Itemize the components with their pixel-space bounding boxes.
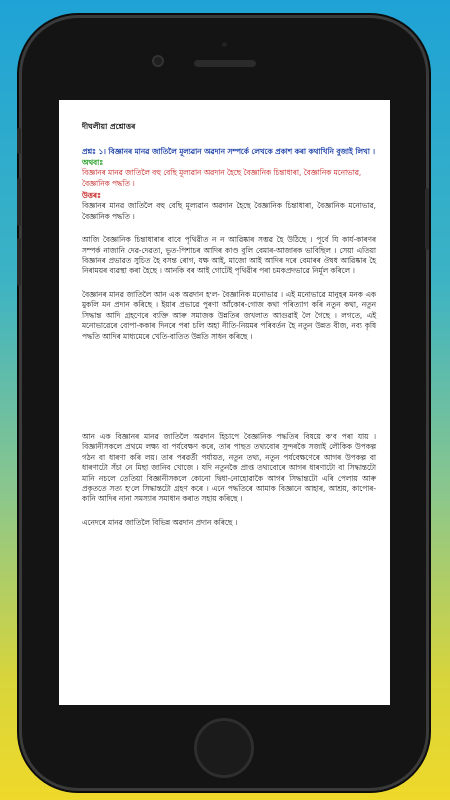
page-title: দীঘলীয়া প্ৰশ্নোত্তৰ [82, 122, 136, 131]
alternate-label: অথবাঃ [82, 157, 104, 167]
article-content [59, 100, 390, 528]
home-button[interactable] [194, 718, 254, 778]
earpiece-speaker [194, 60, 256, 67]
mute-switch [17, 128, 21, 154]
volume-up-button [17, 178, 21, 226]
alternate-question: বিজ্ঞানৰ মানৱ জাতিলৈ বহু বেছি মূল্যৱান অৱদান হৈছে বৈজ্ঞানিক চিন্তাধাৰা, বৈজ্ঞানিক মনোভাৱ, বৈজ্ঞানিক পদ্ধতি । [82, 168, 362, 188]
answer-label: উত্তৰঃ [82, 191, 101, 201]
front-sensor [222, 42, 227, 47]
phone-screen [59, 100, 390, 705]
power-button [425, 188, 429, 250]
question-text: প্ৰশ্নঃ ১। বিজ্ঞানৰ মানৱ জাতিলৈ মূল্যৱান অৱদান সম্পৰ্কে লেখকে প্ৰকাশ কৰা কথাখিনি বুজাই লিখা । [82, 147, 375, 157]
volume-down-button [17, 238, 21, 286]
answer-paragraph-5: এনেদৰে মানৱ জাতিলৈ বিভিন্ন অৱদান প্ৰদান কৰিছে । [82, 517, 238, 527]
answer-paragraph-1: বিজ্ঞানৰ মানৱ জাতিলৈ বহু বেছি মূল্যৱান অৱদান হৈছে বৈজ্ঞানিক চিন্তাধাৰা, বৈজ্ঞানিক মনোভাৱ, বৈজ্ঞানিক পদ্ধতি । [82, 201, 376, 221]
front-camera-icon [152, 55, 164, 67]
phone-frame [22, 18, 426, 788]
blank-space [82, 342, 376, 432]
answer-paragraph-3: বৈজ্ঞানৰ মানৱ জাতিলৈ আন এক অৱদান হ'ল- বৈজ্ঞানিক মনোভাৱ । এই মনোভাৱে মানুহৰ মনক এক মুকলি মন প্ৰদান কৰিছে । ইয়াৰ প্ৰভাৱে পুৰণা আঁকোৰ-গোজ কথা পৰিত্যাগ কৰি নতুন কথা, নতুন সিদ্ধান্ত আদি গ্ৰহণেৰে ব্যক্তি আৰু সমাজক উন্নতিৰ জখলাত আগুৱাই লৈ গৈছে । লগতে, এই মনোভাৱেৰে বোপা-ককাৰ দিনৰে পৰা চলি অহা নীতি-নিয়মৰ পৰিবৰ্তন হৈ নতুন উন্নত বীজ, নব্য কৃষি পদ্ধতি আদিৰ মাধ্যমেৰে খেতি-বাতিত উন্নতি সাধন কৰিছে । [82, 289, 376, 341]
answer-paragraph-4: আন এক বিজ্ঞানৰ মানৱ জাতিলৈ অৱদান হিচাপে বৈজ্ঞানিক পদ্ধতিৰ বিষয়ে ক'ব পৰা যায় । বিজ্ঞানীসকলে প্ৰথমে লক্ষ্য বা পৰ্যবেক্ষণ কৰে, তাৰ পাছত তথ্যবোৰ সুন্দৰকৈ সজাই লৌকিক উপকল্প গঠন বা ধাৰণা কৰি লয়। তাৰ পৰৱৰ্তী পৰ্যায়ত, নতুন তথ্য, নতুন পৰ্যবেক্ষণেৰে আগৰ উপকল্প বা ধাৰণাটো সঁচা নে মিছা জানিব খোজে । যদি নতুনকৈ প্ৰাপ্ত তথ্যবোৰে আগৰ ধাৰণাটো বা সিদ্ধান্তটো মানি নচলে তেতিয়া বিজ্ঞানীসকলে কোনো দ্বিধা-নোহোৱাকৈ আগৰ সিদ্ধান্তটো এৰি পেলায় আৰু প্ৰকৃততে সত্য হ'লে সিদ্ধান্তটো গ্ৰহণ কৰে । এনে পদ্ধতিৰে আমাক বিজ্ঞানে আহাৰ, আশ্ৰয়, কাপোৰ-কানি আদিৰ নানা সমস্যাৰ সমাধান কৰাত সহায় কৰিছে । [82, 431, 376, 504]
answer-paragraph-2: আজি বৈজ্ঞানিক চিন্তাধাৰাৰ বাবে পৃথিৱীত ন ন আৱিষ্কাৰ সম্ভৱ হৈ উঠিছে । পূৰ্বে যি কাৰ্য-কাৰণৰ সম্পৰ্ক নাজানি দেৱ-দেৱতা, ভূত-পিশাচৰ আদিৰ কাণ্ড বুলি বেমাৰ-আজাৰক ভাবিছিল । সেয়া এতিয়া বিজ্ঞানৰ প্ৰভাৱত সুচিত হৈ বসন্ত ৰোগ, যক্ষ আই, মাজো আই আদিৰ দৰে বেমাৰৰ ঔষধ আৱিষ্কাৰ হৈ নিৰাময়ৰ ব্যৱস্থা কৰা হৈছে । আনকি বৰ আই গোটেই পৃথিৱীৰ পৰা চমকপ্ৰদভাৱে নিৰ্মূল কৰিলে । [82, 235, 376, 276]
